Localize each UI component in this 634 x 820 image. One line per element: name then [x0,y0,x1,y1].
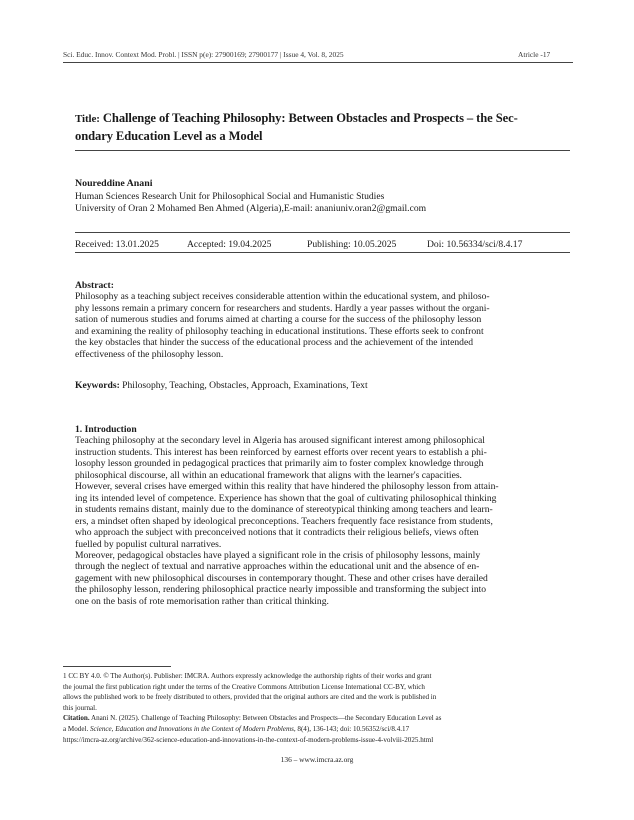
citation-prefix: a Model. [63,724,90,733]
citation-journal: Science, Education and Innovations in the Context of Modern Problems, [90,724,296,733]
doi: Doi: 10.56334/sci/8.4.17 [427,239,523,250]
license-line: the journal the first publication right under the terms of the Creative Commons Attribution License International CC-BY, which [63,682,425,691]
introduction-heading: 1. Introduction [75,424,137,435]
author-block [75,178,570,216]
abstract-line: effectiveness of the philosophy lesson. [75,348,224,360]
abstract-line: the key obstacles that hinder the success of the educational process and the achievement of the intended [75,337,473,349]
keywords-label: Keywords: [75,380,120,391]
header-rule [63,62,573,63]
author-university: University of Oran 2 Mohamed Ben Ahmed (Algeria),E-mail: ananiuniv.oran2@gmail.com [75,203,427,215]
abstract-line: Philosophy as a teaching subject receives considerable attention within the educational system, and philoso- [75,291,490,303]
citation [63,713,573,724]
abstract-line: and examining the reality of philosophy teaching in educational institutions. These efforts seek to confront [75,325,484,337]
intro-line: who approach the subject with preconceived notions that it contradicts their religious beliefs, views often [75,527,479,539]
intro-line: gagement with new philosophical discourses in contemporary thought. These and other crises have derailed [75,572,488,584]
publishing-date: Publishing: 10.05.2025 [307,239,397,250]
intro-line: fuelled by populist cultural narratives. [75,538,222,550]
intro-line: Teaching philosophy at the secondary level in Algeria has aroused significant interest among philosophical [75,435,485,447]
accepted-date: Accepted: 19.04.2025 [187,239,272,250]
license-line: this journal. [63,703,97,712]
abstract [75,280,570,360]
intro-line: instruction students. This interest has been reinforced by earnest efforts over recent years to establish a phi- [75,446,487,458]
article-url[interactable]: https://imcra-az.org/archive/362-science-education-and-innovations-in-the-context-of-modern-problems-issue-4-volviii-2025.html [63,735,434,744]
abstract-heading: Abstract: [75,280,114,291]
citation-label: Citation. [63,714,90,723]
title-line-2: ondary Education Level as a Model [75,128,263,143]
citation-line-2 [63,724,573,735]
abstract-line: sation of numerous studies and forums aimed at charting a course for the success of the philosophy lesson [75,314,482,326]
keywords [75,380,570,391]
dates-bottom-rule [75,252,570,253]
citation-suffix: 8(4), 136-143; doi: 10.56352/sci/8.4.17 [295,724,410,733]
abstract-line: phy lessons remain a primary concern for researchers and students. Hardly a year passes without the organi- [75,302,490,314]
keywords-text: Philosophy, Teaching, Obstacles, Approach, Examinations, Text [122,380,368,391]
intro-line: the philosophy lesson, rendering philosophical practice nearly impossible and transforming the subject into [75,584,487,596]
paper-title [75,110,570,144]
received-date: Received: 13.01.2025 [75,239,159,250]
author-affiliation: Human Sciences Research Unit for Philosophical Social and Humanistic Studies [75,190,385,202]
title-label: Title: [75,113,100,125]
page-footer[interactable]: 136 – www.imcra.az.org [280,755,354,764]
intro-line: ing its intended level of competence. Experience has shown that the goal of cultivating philosophical thinking [75,492,497,504]
intro-line: philosophical discourse, all within an educational framework that aligns with the learner's capacities. [75,469,462,481]
article-number: Atricle -17 [518,50,551,59]
license-line: 1 CC BY 4.0. © The Author(s). Publisher: IMCRA. Authors expressly acknowledge the authorship rights of their works and grant [63,672,432,680]
footnote-rule [63,666,171,667]
citation-text: Anani N. (2025). Challenge of Teaching Philosophy: Between Obstacles and Prospects—the Secondary Education Level as [89,714,442,723]
intro-line: ers, a mindset often shaped by ideological preconceptions. Teachers frequently face resistance from students, [75,515,493,527]
license-line: allows the published work to be freely distributed to others, provided that the original authors are cited and the work is published in [63,693,437,702]
title-rule [75,150,570,151]
introduction [75,424,570,607]
intro-line: Moreover, pedagogical obstacles have played a significant role in the crisis of philosophy lessons, mainly [75,549,481,561]
intro-line: losophy lesson grounded in pedagogical practices that primarily aim to foster complex knowledge through [75,458,484,470]
intro-line: one on the basis of rote memorisation rather than critical thinking. [75,595,329,607]
title-line-1: Challenge of Teaching Philosophy: Between Obstacles and Prospects – the Sec- [102,111,518,125]
author-name: Noureddine Anani [75,178,153,189]
intro-line: through the neglect of textual and narrative approaches within the educational unit and the absence of en- [75,561,480,573]
journal-header: Sci. Educ. Innov. Context Mod. Probl. | ISSN p(e): 27900169; 27900177 | Issue 4, Vol. 8, 2025 [63,50,344,59]
dates-top-rule [75,232,570,233]
footnote [63,671,573,745]
intro-line: However, several crises have emerged within this reality that have hindered the philosophy lesson from attain- [75,481,499,493]
intro-line: in students remains distant, mainly due to the dominance of stereotypical thinking among teachers and learn- [75,504,493,516]
